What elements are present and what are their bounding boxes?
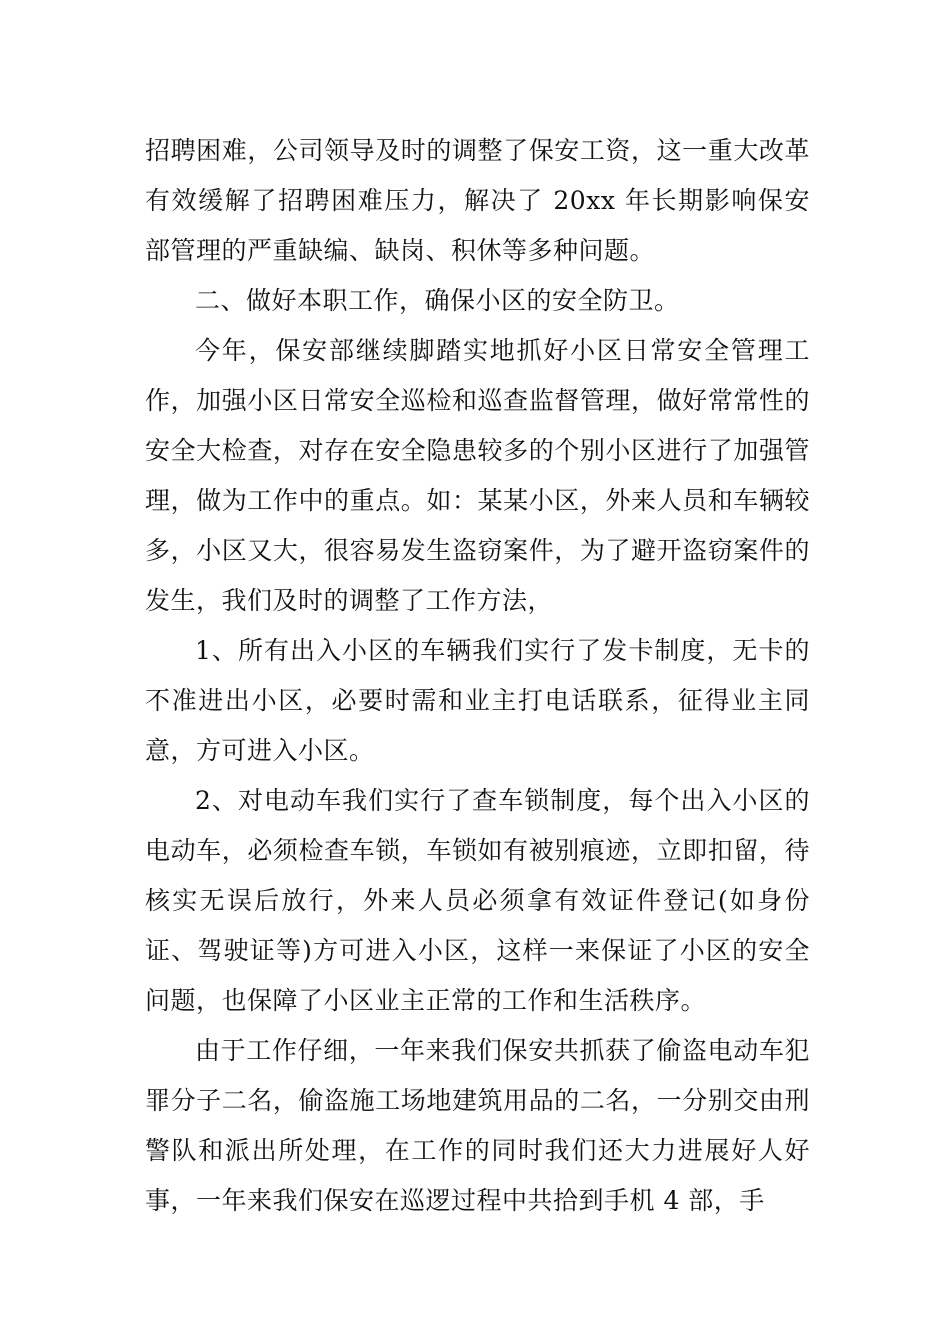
paragraph-security-management: 今年，保安部继续脚踏实地抓好小区日常安全管理工作，加强小区日常安全巡检和巡查监督管理，做好常常性的安全大检查，对存在安全隐患较多的个别小区进行了加强管理，做为工作中的重点。如：某某小区，外来人员和车辆较多，小区又大，很容易发生盗窃案件，为了避开盗窃案件的发生，我们及时的调整了工作方法， (145, 336, 810, 615)
section-heading: 二、做好本职工作，确保小区的安全防卫。 (195, 286, 680, 315)
paragraph-continuation: 招聘困难，公司领导及时的调整了保安工资，这一重大改革有效缓解了招聘困难压力，解决了 20xx 年长期影响保安部管理的严重缺编、缺岗、积休等多种问题。 (145, 136, 810, 265)
list-item-vehicle-card: 1、所有出入小区的车辆我们实行了发卡制度，无卡的不准进出小区，必要时需和业主打电话联系，征得业主同意，方可进入小区。 (145, 636, 810, 765)
list-item-ebike-lock: 2、对电动车我们实行了查车锁制度，每个出入小区的电动车，必须检查车锁，车锁如有被别痕迹，立即扣留，待核实无误后放行，外来人员必须拿有效证件登记(如身份证、驾驶证等)方可进入小区，这样一来保证了小区的安全问题，也保障了小区业主正常的工作和生活秩序。 (145, 786, 810, 1015)
document-body (145, 126, 810, 1226)
paragraph-achievements: 由于工作仔细，一年来我们保安共抓获了偷盗电动车犯罪分子二名，偷盗施工场地建筑用品的二名，一分别交由刑警队和派出所处理，在工作的同时我们还大力进展好人好事，一年来我们保安在巡逻过程中共拾到手机 4 部，手 (145, 1036, 810, 1215)
